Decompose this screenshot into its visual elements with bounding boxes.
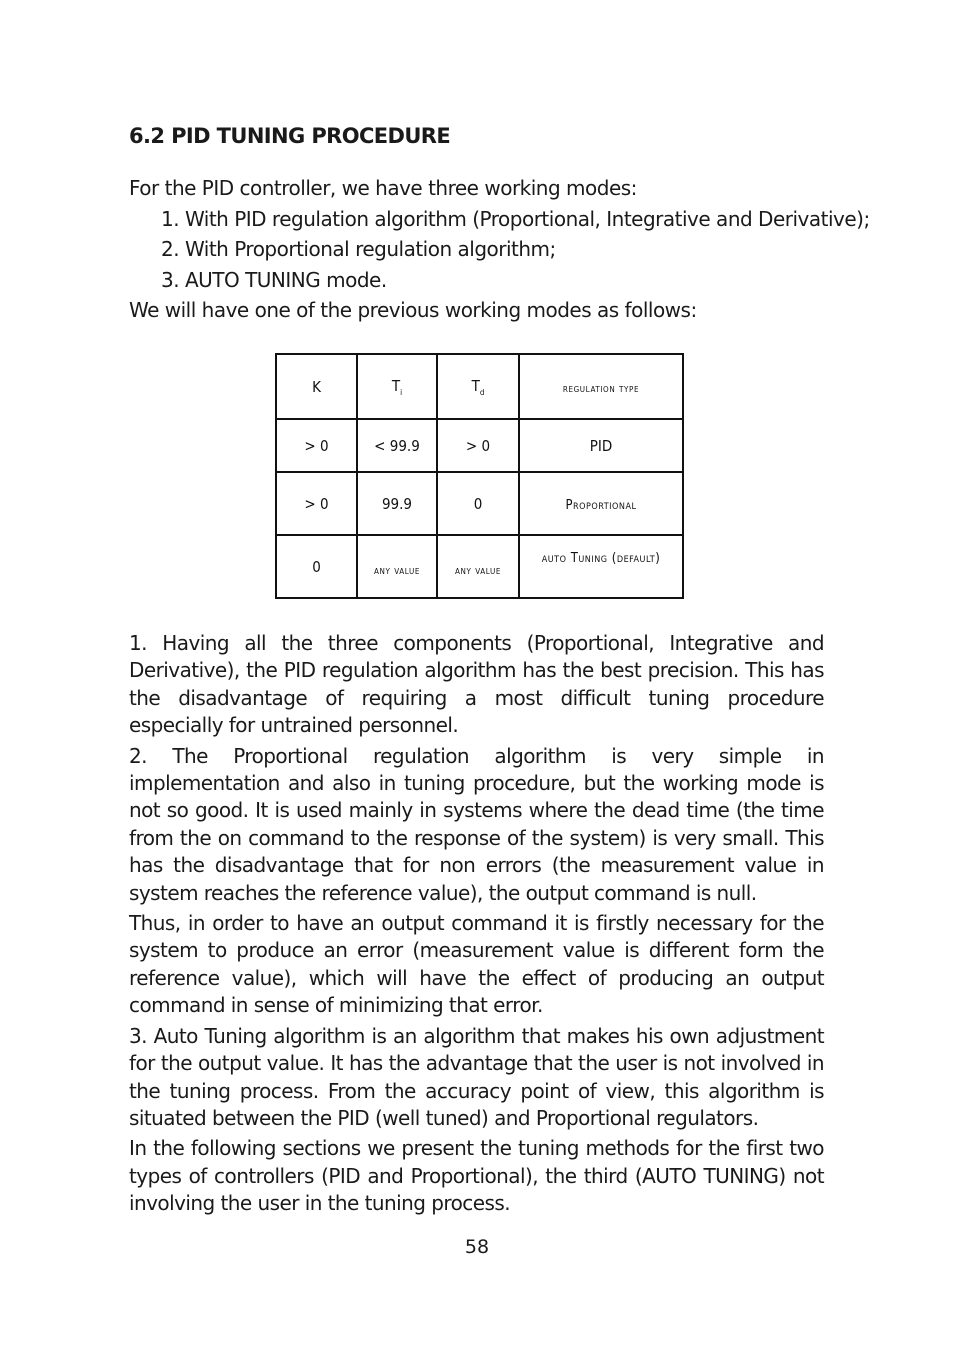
header-regulation-type: regulation type — [519, 354, 683, 419]
cell-type: Proportional — [519, 472, 683, 535]
cell-td: any value — [437, 535, 519, 598]
cell-k: > 0 — [276, 419, 357, 472]
cell-td: 0 — [437, 472, 519, 535]
mode-item: 2. With Proportional regulation algorithm; — [161, 237, 556, 261]
header-ti: $T_i$ — [357, 354, 437, 419]
body-paragraphs — [129, 630, 824, 1221]
cell-ti: < 99.9 — [357, 419, 437, 472]
cell-k: > 0 — [276, 472, 357, 535]
working-modes-table — [275, 353, 684, 599]
intro-lead: For the PID controller, we have three working modes: — [129, 176, 637, 200]
cell-td: > 0 — [437, 419, 519, 472]
cell-ti: any value — [357, 535, 437, 598]
cell-type: PID — [519, 419, 683, 472]
header-k: K — [276, 354, 357, 419]
mode-item: 1. With PID regulation algorithm (Proportional, Integrative and Derivative); — [161, 206, 870, 231]
cell-k: 0 — [276, 535, 357, 598]
header-td: $T_d$ — [437, 354, 519, 419]
paragraph: Thus, in order to have an output command it is firstly necessary for the system to produce an error (measurement value is different form the reference value), which will have the effect of producing an output command in sense of minimizing that error. — [129, 911, 824, 1018]
paragraph: In the following sections we present the tuning methods for the first two types of controllers (PID and Proportional), the third (AUTO TUNING) not involving the user in the tuning process. — [129, 1136, 824, 1216]
paragraph: 2. The Proportional regulation algorithm is very simple in implementation and also in tuning procedure, but the working mode is not so good. It is used mainly in systems where the dead time (the time from the on command to the response of the system) is very small. This has the disadvantage that for non errors (the measurement value in system reaches the reference value), the output command is null. — [129, 743, 824, 905]
intro-block — [129, 173, 870, 326]
table-row — [276, 535, 683, 598]
paragraph: 3. Auto Tuning algorithm is an algorithm that makes his own adjustment for the output value. It has the advantage that the user is not involved in the tuning process. From the accuracy point of view, this algorithm is situated between the PID (well tuned) and Proportional regulators. — [129, 1023, 824, 1130]
section-heading: 6.2 PID TUNING PROCEDURE — [129, 124, 451, 148]
cell-ti: 99.9 — [357, 472, 437, 535]
table-header-row — [276, 354, 683, 419]
paragraph: 1. Having all the three components (Proportional, Integrative and Derivative), the PID regulation algorithm has the best precision. This has the disadvantage of requiring a most difficult tuning procedure especially for untrained personnel. — [129, 631, 824, 738]
mode-item: 3. AUTO TUNING mode. — [161, 267, 387, 292]
table-row — [276, 419, 683, 472]
page-number: 58 — [464, 1236, 490, 1258]
table-row — [276, 472, 683, 535]
intro-follow: We will have one of the previous working modes as follows: — [129, 298, 697, 322]
cell-type: auto Tuning (default) — [519, 535, 683, 598]
